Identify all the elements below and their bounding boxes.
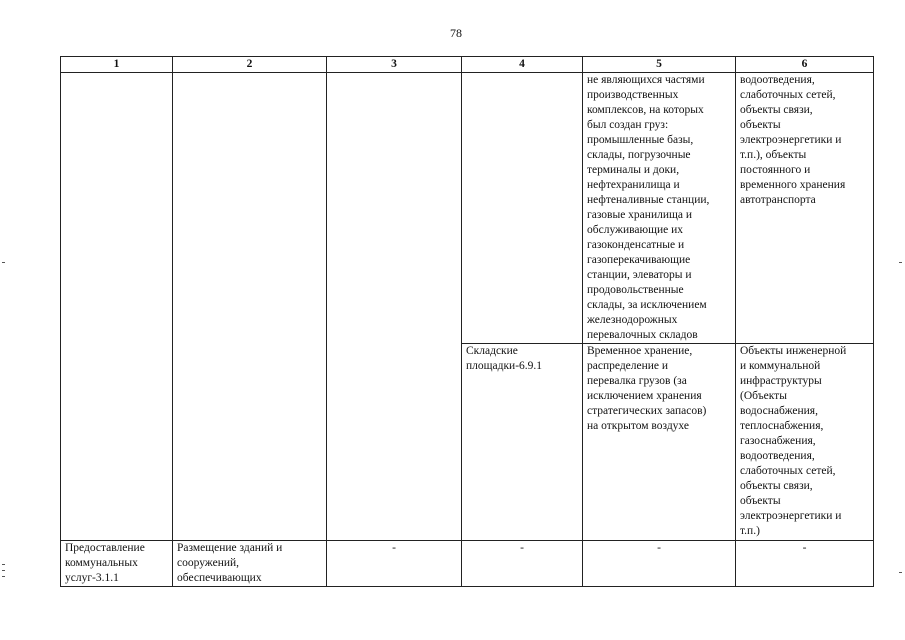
table-cell [173, 73, 327, 541]
cell-text: Размещение зданий и сооружений, обеспечивающих [177, 542, 283, 584]
table-cell [462, 541, 583, 587]
table-header-row [61, 57, 874, 73]
table-cell [583, 73, 736, 344]
scan-mark [2, 564, 5, 565]
table-cell [327, 73, 462, 541]
table-cell [173, 541, 327, 587]
land-use-table [60, 56, 874, 587]
cell-text: - [392, 542, 396, 554]
scan-mark [2, 576, 5, 577]
table-row [61, 73, 874, 344]
column-header-6: 6 [736, 57, 874, 73]
scan-mark [2, 570, 5, 571]
column-header-2: 2 [173, 57, 327, 73]
table-row [61, 541, 874, 587]
page-number: 78 [450, 26, 462, 40]
table-cell [583, 541, 736, 587]
table-cell [583, 344, 736, 541]
table-cell [61, 73, 173, 541]
cell-text: - [657, 542, 661, 554]
scan-mark [899, 262, 902, 263]
cell-text: не являющихся частями производственных комплексов, на которых был создан груз: промышленные базы, склады, погрузочные терминалы и доки, нефтехранилища и нефтеналивные станции, газовые хранилища и обслуживающие их газоконденсатные и газоперекачивающие станции, элеваторы и продовольственные склады, за исключением железнодорожных перевалочных складов [587, 74, 710, 341]
cell-text: Складские площадки-6.9.1 [466, 345, 543, 372]
column-header-1: 1 [61, 57, 173, 73]
column-header-3: 3 [327, 57, 462, 73]
scan-mark [2, 262, 5, 263]
table-cell [736, 541, 874, 587]
cell-text: - [802, 542, 807, 554]
table-cell [736, 344, 874, 541]
table-cell [327, 541, 462, 587]
column-header-5: 5 [583, 57, 736, 73]
table-cell [736, 73, 874, 344]
column-header-4: 4 [462, 57, 583, 73]
table-cell [61, 541, 173, 587]
table-cell [462, 73, 583, 344]
cell-text: Объекты инженерной и коммунальной инфраструктуры (Объекты водоснабжения, теплоснабжения, газоснабжения, водоотведения, слаботочных сетей, объекты связи, объекты электроэнергетики и т.п.) [740, 345, 847, 537]
table-cell [462, 344, 583, 541]
cell-text: Временное хранение, распределение и перевалка грузов (за исключением хранения стратегических запасов) на открытом воздухе [587, 345, 707, 432]
scan-mark [899, 572, 902, 573]
cell-text: водоотведения, слаботочных сетей, объекты связи, объекты электроэнергетики и т.п.), объекты постоянного и временного хранения автотранспорта [740, 74, 846, 206]
cell-text: - [520, 542, 524, 554]
cell-text: Предоставление коммунальных услуг-3.1.1 [65, 542, 145, 584]
